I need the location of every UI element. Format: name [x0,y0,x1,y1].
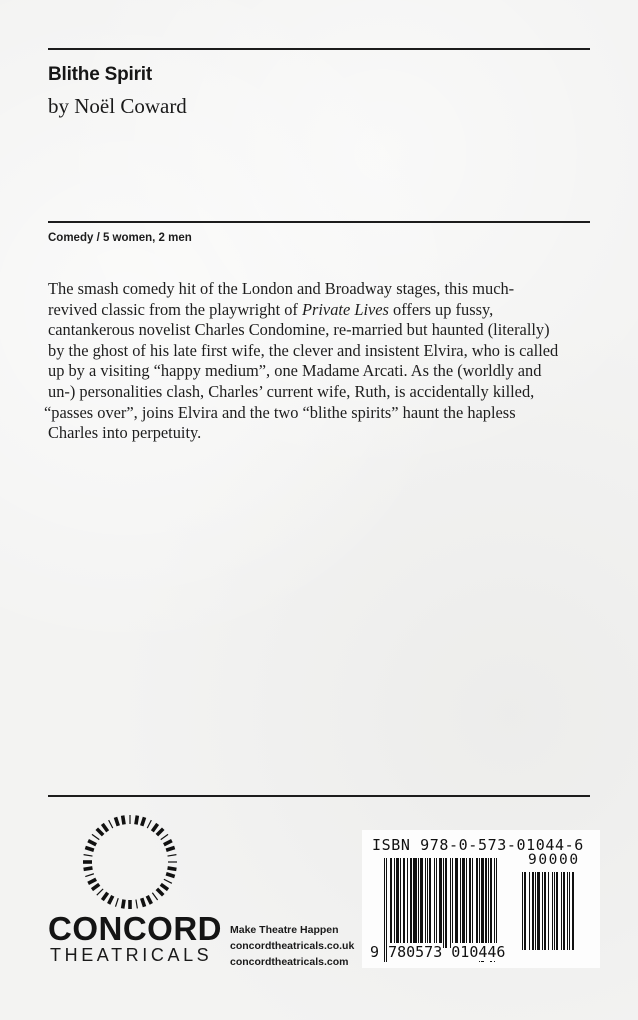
synopsis-line: by the ghost of his late first wife, the clever and insistent Elvira, who is called [48,340,559,360]
play-title: Blithe Spirit [48,64,153,85]
synopsis-line: un-) personalities clash, Charles’ current wife, Ruth, is accidentally killed, [48,381,535,401]
publisher-logo-subname: THEATRICALS [50,945,213,965]
publisher-url-com[interactable]: concordtheatricals.com [230,956,349,968]
synopsis-line: Charles into perpetuity. [48,423,202,443]
synopsis [44,279,596,444]
synopsis-line: up by a visiting “happy medium”, one Madame Arcati. As the (worldly and [48,361,542,381]
synopsis-line: “passes over”, joins Elvira and the two “blithe spirits” haunt the hapless [44,402,516,422]
synopsis-line: cantankerous novelist Charles Condomine, re-married but haunted (literally) [48,320,550,340]
publisher-info [230,922,354,970]
ean-first-digit: 9 [370,943,380,961]
synopsis-line [48,300,596,321]
isbn-label: ISBN 978-0-573-01044-6 [372,836,584,854]
play-author: by Noël Coward [48,94,187,118]
ean-right-digits: 010446 [451,943,506,961]
ean-left-digits: 780573 [388,943,443,961]
publisher-url-uk[interactable]: concordtheatricals.co.uk [230,940,355,952]
synopsis-text: revived classic from the playwright of [48,299,302,319]
publisher-logo-name: CONCORD [48,910,222,947]
price-code: 90000 [528,852,580,868]
mid-rule [48,221,590,223]
isbn-barcode [362,830,600,968]
sunburst-ring-icon [80,812,180,912]
genre-cast-info: Comedy / 5 women, 2 men [48,232,192,244]
addon-barcode-bars [522,872,586,950]
ean-digits [370,943,505,961]
bottom-rule [48,795,590,797]
publisher-tagline: Make Theatre Happen [230,924,339,936]
play-reference: Private Lives [301,299,389,319]
synopsis-line: The smash comedy hit of the London and Broadway stages, this much- [48,279,515,298]
synopsis-text: offers up fussy, [388,299,494,319]
top-rule [48,48,590,50]
